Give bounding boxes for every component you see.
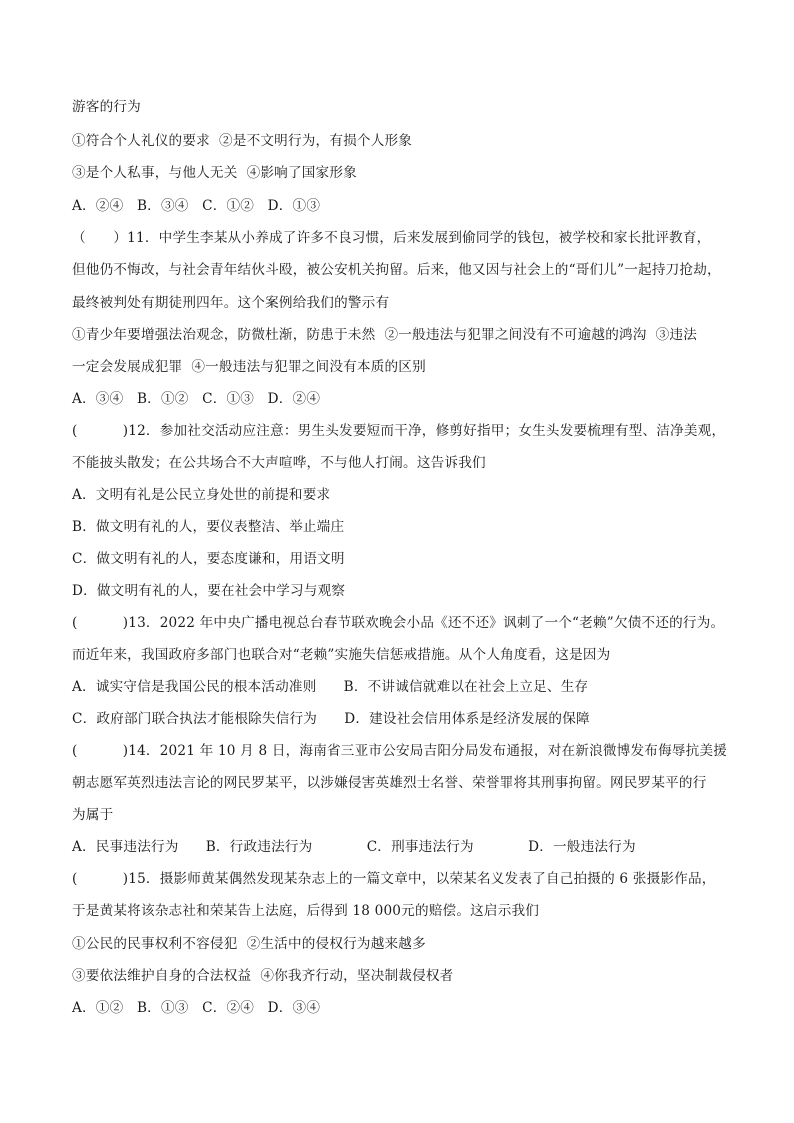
text-line: 最终被判处有期徒刑四年。这个案例给我们的警示有 [72,295,390,311]
text-line: ③是个人私事，与他人无关 ④影响了国家形象 [72,165,357,181]
question-15: ( )15．摄影师黄某偶然发现某杂志上的一篇文章中，以荣某名义发表了自己拍摄的 6 张摄影作品， [72,871,716,887]
answer-options: A．③④ B．①② C．①③ D．②④ [72,391,321,407]
text-line: ③要依法维护自身的合法权益 ④你我齐行动，坚决制裁侵权者 [72,968,454,984]
text-line: ①公民的民事权利不容侵犯 ②生活中的侵权行为越来越多 [72,936,426,952]
text-line: 朝志愿军英烈违法言论的网民罗某平，以涉嫌侵害英雄烈士名誉、荣誉罪将其刑事拘留。网民罗某平的行 [72,775,707,791]
answer-options: A．②④ B．③④ C．①② D．①③ [72,198,321,214]
text-line: 而近年来，我国政府多部门也联合对“老赖”实施失信惩戒措施。从个人角度看，这是因为 [72,647,611,663]
question-12: ( )12．参加社交活动应注意：男生头发要短而干净，修剪好指甲；女生头发要梳理有型、洁净美观， [72,423,726,439]
text-line: 不能披头散发；在公共场合不大声喧哗，不与他人打闹。这告诉我们 [72,455,486,471]
options-cd: C．政府部门联合执法才能根除失信行为 D．建设社会信用体系是经济发展的保障 [72,711,590,727]
text-line: 为属于 [72,807,114,823]
question-11: （ ）11．中学生李某从小养成了许多不良习惯，后来发展到偷同学的钱包，被学校和家长批评教育， [72,230,711,246]
question-14: ( )14．2021 年 10 月 8 日，海南省三亚市公安局吉阳分局发布通报，对在新浪微博发布侮辱抗美援 [72,743,728,759]
text-line: 游客的行为 [72,99,141,115]
option-c: C．做文明有礼的人，要态度谦和，用语文明 [72,551,345,567]
options-ab: A．诚实守信是我国公民的根本活动准则 B．不讲诚信就难以在社会上立足、生存 [72,679,589,695]
question-13: ( )13．2022 年中央广播电视总台春节联欢晚会小品《还不还》讽刺了一个“老赖”欠债不还的行为。 [72,615,725,631]
option-a: A．文明有礼是公民立身处世的前提和要求 [72,487,331,503]
text-line: 一定会发展成犯罪 ④一般违法与犯罪之间没有本质的区别 [72,359,426,375]
option-b: B．做文明有礼的人，要仪表整洁、举止端庄 [72,519,345,535]
text-line: ①青少年要增强法治观念，防微杜渐，防患于未然 ②一般违法与犯罪之间没有不可逾越的鸿沟 ③违法 [72,327,698,343]
answer-options: A．民事违法行为 B．行政违法行为 C．刑事违法行为 D．一般违法行为 [72,839,636,855]
text-line: 但他仍不悔改，与社会青年结伙斗殴，被公安机关拘留。后来，他又因与社会上的“哥们儿”一起持刀抢劫， [72,262,721,278]
option-d: D．做文明有礼的人，要在社会中学习与观察 [72,583,346,599]
text-line: ①符合个人礼仪的要求 ②是不文明行为，有损个人形象 [72,133,413,149]
answer-options: A．①② B．①③ C．②④ D．③④ [72,1000,321,1016]
text-line: 于是黄某将该杂志社和荣某告上法庭，后得到 18 000元的赔偿。这启示我们 [72,903,540,919]
